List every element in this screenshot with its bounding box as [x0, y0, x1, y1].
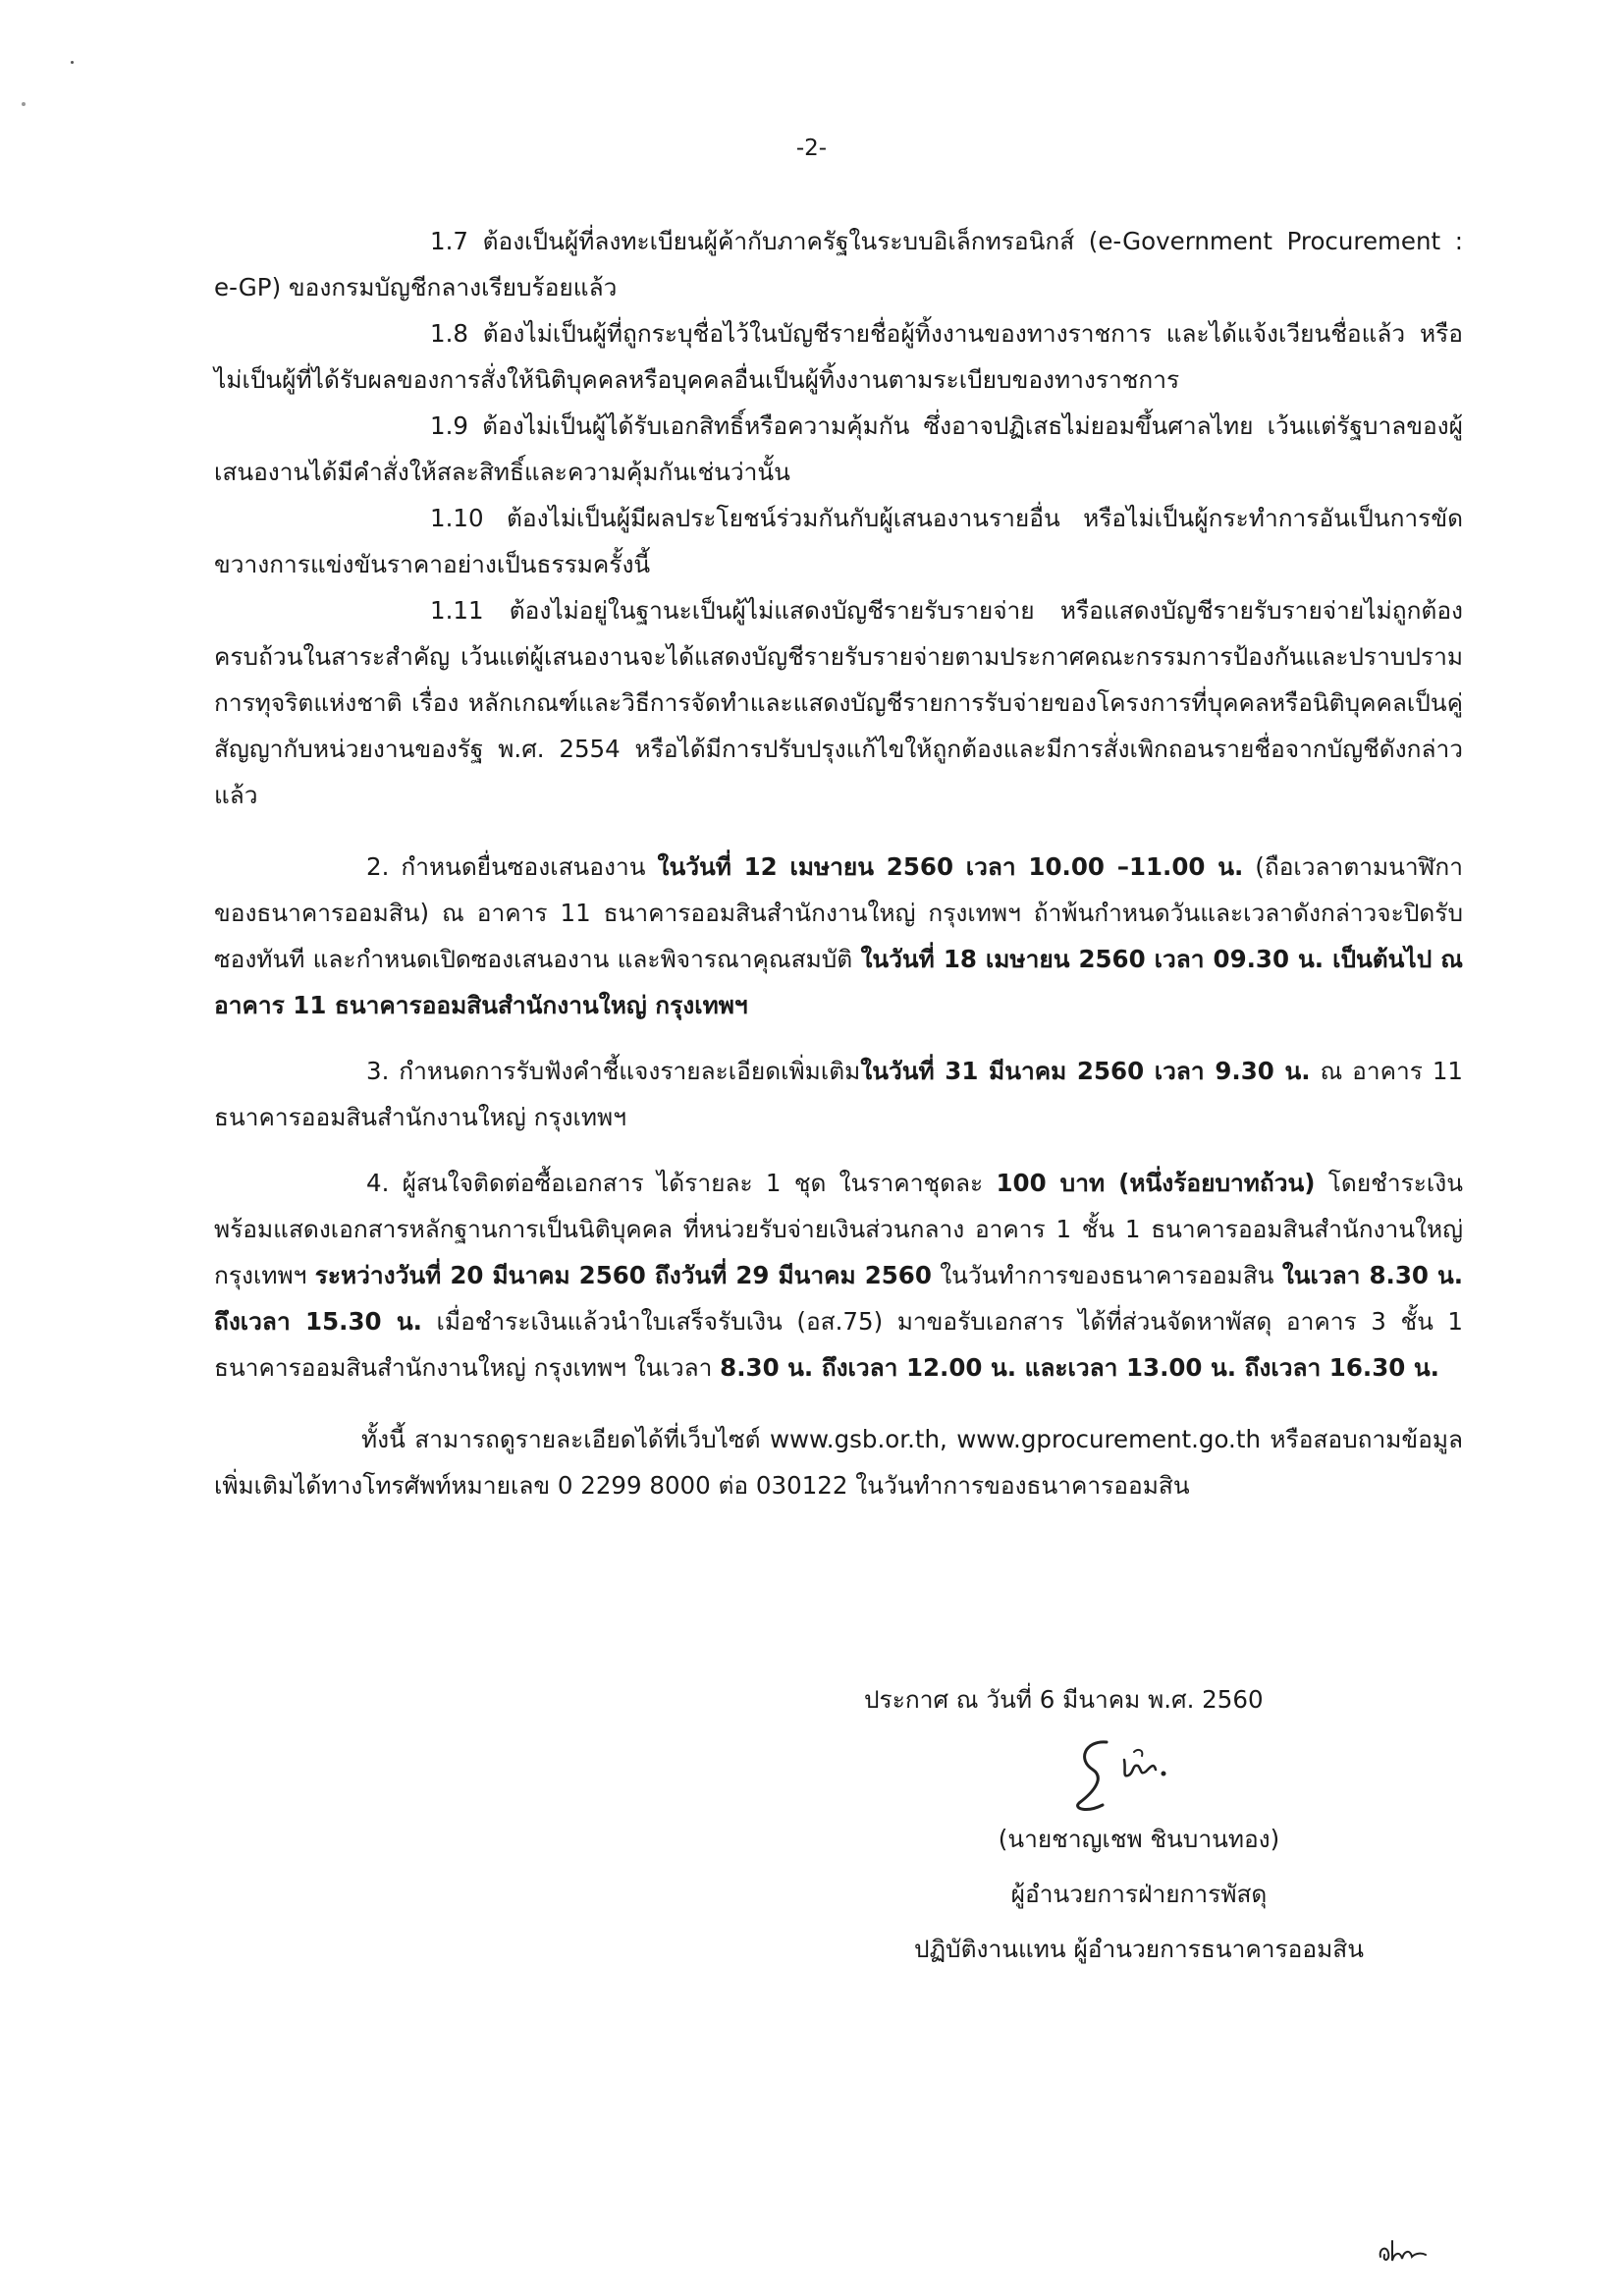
signatory-acting-for: ปฏิบัติงานแทน ผู้อำนวยการธนาคารออมสิน	[914, 1935, 1364, 1963]
clause-1-11: 1.11 ต้องไม่อยู่ในฐานะเป็นผู้ไม่แสดงบัญชีรายรับรายจ่าย หรือแสดงบัญชีรายรับรายจ่ายไม่ถูกต้อง ครบถ้วนในสาระสำคัญ เว้นแต่ผู้เสนองานจะได้แสดงบัญชีรายรับรายจ่ายตามประกาศคณะกรรมการป้องกันและปราบปรามการทุจริตแห่งชาติ เรื่อง หลักเกณฑ์และวิธีการจัดทำและแสดงบัญชีรายการรับจ่ายของโครงการที่บุคคลหรือนิติบุคคลเป็นคู่สัญญากับหน่วยงานของรัฐ พ.ศ. 2554 หรือได้มีการปรับปรุงแก้ไขให้ถูกต้องและมีการสั่งเพิกถอนรายชื่อจากบัญชีดังกล่าวแล้ว	[214, 596, 1463, 809]
section-3-text: ณ อาคาร 11 ธนาคารออมสินสำนักงานใหญ่ กรุงเทพฯ	[214, 1057, 1463, 1131]
section-3-text: 3. กำหนดการรับฟังคำชี้แจงรายละเอียดเพิ่มเติม	[366, 1057, 861, 1085]
signatory-name: (นายชาญเชพ ชินบานทอง)	[998, 1825, 1280, 1853]
scan-speck	[71, 61, 74, 64]
section-4-bold-hours: ในเวลา 8.30 น. ถึงเวลา 15.30 น.	[214, 1261, 1464, 1336]
section-4-bold-period: ระหว่างวันที่ 20 มีนาคม 2560 ถึงวันที่ 29 มีนาคม 2560	[314, 1261, 932, 1289]
section-4	[214, 1160, 1463, 1391]
section-2-text: (ถือเวลาตามนาฬิกาของธนาคารออมสิน) ณ อาคาร 11 ธนาคารออมสินสำนักงานใหญ่ กรุงเทพฯ ถ้าพ้นกำหนดวันและเวลาดังกล่าวจะปิดรับซองทันที และกำหนดเปิดซองเสนองาน และพิจารณาคุณสมบัติ	[214, 852, 1463, 973]
section-4-bold-pickup-hours: 8.30 น. ถึงเวลา 12.00 น. และเวลา 13.00 น. ถึงเวลา 16.30 น.	[720, 1353, 1439, 1382]
clause-1-7: 1.7 ต้องเป็นผู้ที่ลงทะเบียนผู้ค้ากับภาครัฐในระบบอิเล็กทรอนิกส์ (e-Government Procurement : e-GP) ของกรมบัญชีกลางเรียบร้อยแล้ว	[214, 227, 1463, 301]
signatory-title: ผู้อำนวยการฝ่ายการพัสดุ	[1010, 1880, 1268, 1908]
section-2-bold-opening: ในวันที่ 18 เมษายน 2560 เวลา 09.30 น. เป็นต้นไป ณ อาคาร 11 ธนาคารออมสินสำนักงานใหญ่ กรุงเทพฯ	[214, 945, 1464, 1019]
section-4-text: โดยชำระเงินพร้อมแสดงเอกสารหลักฐานการเป็นนิติบุคคล ที่หน่วยรับจ่ายเงินส่วนกลาง อาคาร 1 ชั้น 1 ธนาคารออมสินสำนักงานใหญ่ กรุงเทพฯ	[214, 1169, 1463, 1289]
section-4-text: ในวันทำการของธนาคารออมสิน	[931, 1261, 1282, 1289]
clause-1-9: 1.9 ต้องไม่เป็นผู้ได้รับเอกสิทธิ์หรือความคุ้มกัน ซึ่งอาจปฏิเสธไม่ยอมขึ้นศาลไทย เว้นแต่รัฐบาลของผู้เสนองานได้มีคำสั่งให้สละสิทธิ์และความคุ้มกันเช่นว่านั้น	[214, 411, 1463, 486]
announcement-date: ประกาศ ณ วันที่ 6 มีนาคม พ.ศ. 2560	[864, 1685, 1264, 1714]
page-number: -2-	[795, 136, 828, 161]
section-4-bold-price: 100 บาท (หนึ่งร้อยบาทถ้วน)	[996, 1169, 1316, 1197]
section-2	[214, 844, 1463, 1028]
handwritten-initials	[1375, 2231, 1434, 2270]
section-3-bold-date: ในวันที่ 31 มีนาคม 2560 เวลา 9.30 น.	[860, 1057, 1311, 1085]
closing-paragraph: ทั้งนี้ สามารถดูรายละเอียดได้ที่เว็บไซต์ www.gsb.or.th, www.gprocurement.go.th หรือสอบถามข้อมูลเพิ่มเติมได้ทางโทรศัพท์หมายเลข 0 2299 8000 ต่อ 030122 ในวันทำการของธนาคารออมสิน	[214, 1425, 1463, 1500]
section-2-text: 2. กำหนดยื่นซองเสนองาน	[366, 852, 658, 881]
document-body	[214, 218, 1463, 1508]
section-4-text: เมื่อชำระเงินแล้วนำใบเสร็จรับเงิน (อส.75) มาขอรับเอกสาร ได้ที่ส่วนจัดหาพัสดุ อาคาร 3 ชั้น 1 ธนาคารออมสินสำนักงานใหญ่ กรุงเทพฯ ในเวลา	[214, 1307, 1464, 1382]
handwritten-signature	[1065, 1730, 1213, 1819]
clause-1-8: 1.8 ต้องไม่เป็นผู้ที่ถูกระบุชื่อไว้ในบัญชีรายชื่อผู้ทิ้งงานของทางราชการ และได้แจ้งเวียนชื่อแล้ว หรือไม่เป็นผู้ที่ได้รับผลของการสั่งให้นิติบุคคลหรือบุคคลอื่นเป็นผู้ทิ้งงานตามระเบียบของทางราชการ	[214, 319, 1463, 394]
section-2-bold-date: ในวันที่ 12 เมษายน 2560 เวลา 10.00 –11.00 น.	[657, 852, 1244, 881]
scan-speck	[22, 102, 26, 106]
section-3	[214, 1048, 1463, 1140]
section-4-text: 4. ผู้สนใจติดต่อซื้อเอกสาร ได้รายละ 1 ชุด ในราคาชุดละ	[366, 1169, 997, 1197]
clause-1-10: 1.10 ต้องไม่เป็นผู้มีผลประโยชน์ร่วมกันกับผู้เสนองานรายอื่น หรือไม่เป็นผู้กระทำการอันเป็นการขัดขวางการแข่งขันราคาอย่างเป็นธรรมครั้งนี้	[214, 504, 1463, 578]
